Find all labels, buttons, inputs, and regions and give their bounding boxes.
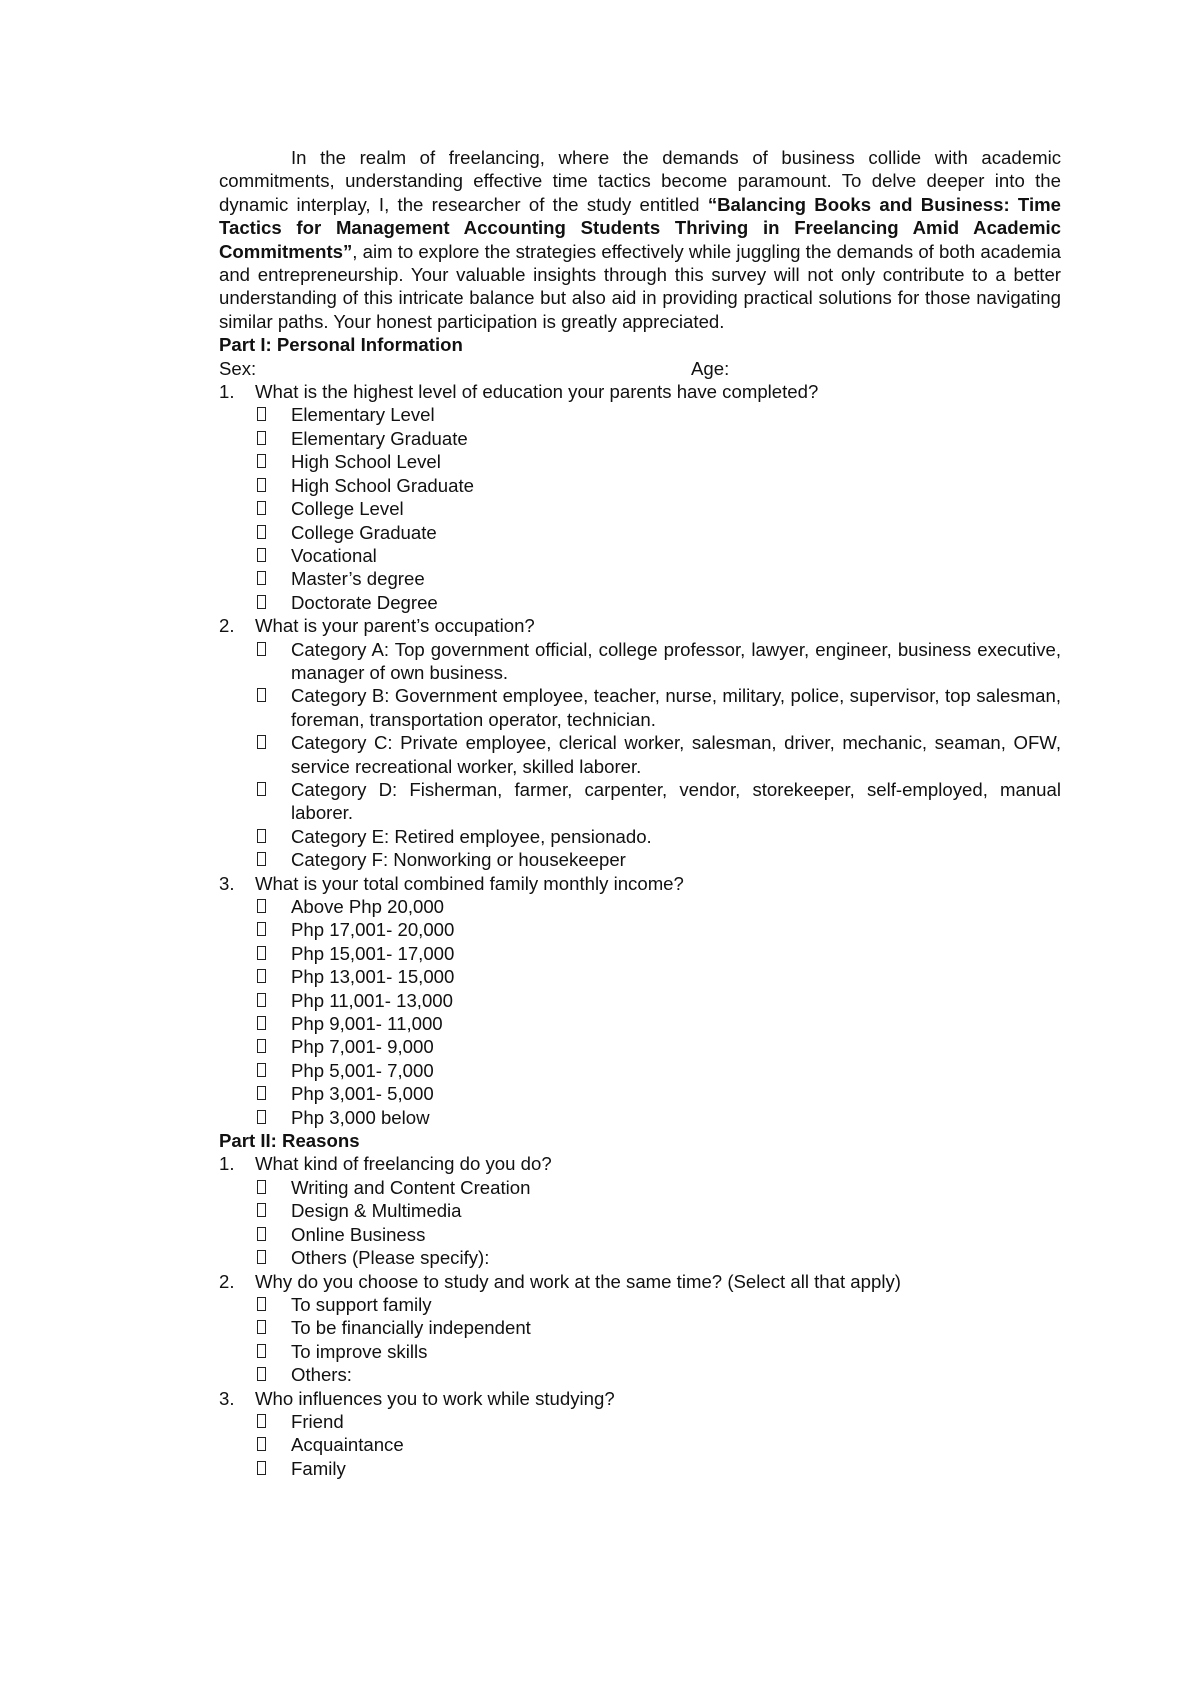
option-item[interactable] xyxy=(255,497,1061,520)
checkbox-icon[interactable] xyxy=(255,1106,291,1129)
question-text: Who influences you to work while studying? xyxy=(255,1387,615,1409)
option-item[interactable] xyxy=(255,1433,1061,1456)
checkbox-icon[interactable] xyxy=(255,825,291,848)
question-text: What is your parent’s occupation? xyxy=(255,615,535,637)
checkbox-icon[interactable] xyxy=(255,731,291,778)
question xyxy=(219,1152,1061,1175)
question-text: What kind of freelancing do you do? xyxy=(255,1153,552,1175)
option-item[interactable] xyxy=(255,895,1061,918)
option-item[interactable] xyxy=(255,684,1061,731)
option-label: Acquaintance xyxy=(291,1434,404,1456)
checkbox-icon[interactable] xyxy=(255,544,291,567)
option-item[interactable] xyxy=(255,1176,1061,1199)
question-text: Why do you choose to study and work at the same time? (Select all that apply) xyxy=(255,1270,901,1292)
checkbox-icon[interactable] xyxy=(255,1457,291,1480)
option-item[interactable] xyxy=(255,1457,1061,1480)
question-number: 2. xyxy=(219,615,235,637)
question xyxy=(219,872,1061,895)
intro-paragraph xyxy=(219,146,1061,333)
option-label: Elementary Level xyxy=(291,404,435,426)
checkbox-icon[interactable] xyxy=(255,591,291,614)
option-label: Category E: Retired employee, pensionado. xyxy=(291,825,652,847)
option-label: To support family xyxy=(291,1293,432,1315)
checkbox-icon[interactable] xyxy=(255,1012,291,1035)
checkbox-icon[interactable] xyxy=(255,1433,291,1456)
checkbox-icon[interactable] xyxy=(255,1246,291,1269)
sex-age-row xyxy=(219,357,1061,380)
option-label: To be financially independent xyxy=(291,1317,531,1339)
option-label: Friend xyxy=(291,1410,344,1432)
intro-text-start: In the realm of freelancing, where the demands of business collide with academic commitments, understanding effective time tactics become paramount. To delve deeper into the dynamic interplay, I, the researcher of the study entitled xyxy=(219,147,1061,215)
checkbox-icon[interactable] xyxy=(255,1035,291,1058)
option-label: Above Php 20,000 xyxy=(291,896,445,917)
checkbox-icon[interactable] xyxy=(255,403,291,426)
option-list xyxy=(219,638,1061,872)
option-item[interactable] xyxy=(255,1106,1061,1129)
option-item[interactable] xyxy=(255,1035,1061,1058)
option-label: Php 3,001- 5,000 xyxy=(291,1083,434,1105)
question-number: 3. xyxy=(219,872,235,894)
option-item[interactable] xyxy=(255,778,1061,825)
option-item[interactable] xyxy=(255,1293,1061,1316)
option-label: Doctorate Degree xyxy=(291,591,438,613)
checkbox-icon[interactable] xyxy=(255,918,291,941)
option-item[interactable] xyxy=(255,403,1061,426)
option-item[interactable] xyxy=(255,989,1061,1012)
option-label: To improve skills xyxy=(291,1340,428,1362)
option-list xyxy=(219,895,1061,1129)
checkbox-icon[interactable] xyxy=(255,848,291,871)
option-label: Php 13,001- 15,000 xyxy=(291,966,455,988)
option-item[interactable] xyxy=(255,965,1061,988)
checkbox-icon[interactable] xyxy=(255,965,291,988)
option-label: Category F: Nonworking or housekeeper xyxy=(291,849,626,871)
checkbox-icon[interactable] xyxy=(255,1176,291,1199)
option-item[interactable] xyxy=(255,1082,1061,1105)
option-item[interactable] xyxy=(255,1223,1061,1246)
option-item[interactable] xyxy=(255,591,1061,614)
checkbox-icon[interactable] xyxy=(255,521,291,544)
question-text: What is the highest level of education your parents have completed? xyxy=(255,381,819,403)
question-number: 3. xyxy=(219,1387,235,1409)
option-label: Design & Multimedia xyxy=(291,1200,462,1222)
option-item[interactable] xyxy=(255,544,1061,567)
option-item[interactable] xyxy=(255,1059,1061,1082)
option-item[interactable] xyxy=(255,1363,1061,1386)
checkbox-icon[interactable] xyxy=(255,1340,291,1363)
option-item[interactable] xyxy=(255,1246,1061,1269)
checkbox-icon[interactable] xyxy=(255,1199,291,1222)
option-item[interactable] xyxy=(255,427,1061,450)
part1-heading: Part I: Personal Information xyxy=(219,334,463,356)
question xyxy=(219,614,1061,637)
checkbox-icon[interactable] xyxy=(255,497,291,520)
option-label: Vocational xyxy=(291,544,377,566)
option-item[interactable] xyxy=(255,825,1061,848)
option-label: Php 11,001- 13,000 xyxy=(291,989,453,1011)
option-item[interactable] xyxy=(255,942,1061,965)
survey-page xyxy=(219,146,1061,1480)
option-label: Category C: Private employee, clerical worker, salesman, driver, mechanic, seaman, OFW, service recreational worker, skilled laborer. xyxy=(291,732,1061,777)
checkbox-icon[interactable] xyxy=(255,1363,291,1386)
option-label: Online Business xyxy=(291,1223,426,1245)
option-item[interactable] xyxy=(255,521,1061,544)
option-item[interactable] xyxy=(255,918,1061,941)
age-label: Age: xyxy=(691,357,730,379)
option-label: Php 3,000 below xyxy=(291,1106,430,1128)
checkbox-icon[interactable] xyxy=(255,638,291,685)
option-item[interactable] xyxy=(255,1199,1061,1222)
part2-heading: Part II: Reasons xyxy=(219,1130,360,1152)
option-item[interactable] xyxy=(255,567,1061,590)
option-item[interactable] xyxy=(255,450,1061,473)
option-label: Php 5,001- 7,000 xyxy=(291,1059,434,1081)
option-list xyxy=(219,1293,1061,1387)
checkbox-icon[interactable] xyxy=(255,450,291,473)
checkbox-icon[interactable] xyxy=(255,1316,291,1339)
option-label: Category B: Government employee, teacher, nurse, military, police, supervisor, top salesman, foreman, transportation operator, technician. xyxy=(291,685,1061,730)
option-label: College Level xyxy=(291,498,404,520)
checkbox-icon[interactable] xyxy=(255,474,291,497)
option-item[interactable] xyxy=(255,474,1061,497)
checkbox-icon[interactable] xyxy=(255,989,291,1012)
option-label: Php 7,001- 9,000 xyxy=(291,1036,434,1058)
checkbox-icon[interactable] xyxy=(255,1410,291,1433)
checkbox-icon[interactable] xyxy=(255,1082,291,1105)
sex-label: Sex: xyxy=(219,357,257,379)
option-label: Family xyxy=(291,1457,346,1479)
option-label: Elementary Graduate xyxy=(291,427,468,449)
option-label: Others (Please specify): xyxy=(291,1247,490,1269)
intro-text-end: , aim to explore the strategies effectively while juggling the demands of both academia and entrepreneurship. Your valuable insights through this survey will not only contribute to a better understanding of this intricate balance but also aid in providing practical solutions for those navigating similar paths. Your honest participation is greatly appreciated. xyxy=(219,240,1061,332)
checkbox-icon[interactable] xyxy=(255,567,291,590)
checkbox-icon[interactable] xyxy=(255,1059,291,1082)
option-item[interactable] xyxy=(255,1012,1061,1035)
option-label: Others: xyxy=(291,1364,352,1386)
checkbox-icon[interactable] xyxy=(255,778,291,825)
question xyxy=(219,1387,1061,1410)
option-label: College Graduate xyxy=(291,521,437,543)
question xyxy=(219,1270,1061,1293)
option-label: High School Graduate xyxy=(291,474,474,496)
option-item[interactable] xyxy=(255,1410,1061,1433)
option-item[interactable] xyxy=(255,1316,1061,1339)
option-item[interactable] xyxy=(255,731,1061,778)
option-list xyxy=(219,1410,1061,1480)
checkbox-icon[interactable] xyxy=(255,895,291,918)
option-label: Php 17,001- 20,000 xyxy=(291,919,455,941)
question-number: 1. xyxy=(219,1153,235,1175)
part1-questions xyxy=(219,380,1061,1129)
checkbox-icon[interactable] xyxy=(255,1223,291,1246)
option-item[interactable] xyxy=(255,1340,1061,1363)
question-text: What is your total combined family monthly income? xyxy=(255,872,684,894)
checkbox-icon[interactable] xyxy=(255,427,291,450)
option-label: Master’s degree xyxy=(291,568,425,590)
question-number: 2. xyxy=(219,1270,235,1292)
option-label: Php 15,001- 17,000 xyxy=(291,942,455,964)
option-label: High School Level xyxy=(291,451,441,473)
option-item[interactable] xyxy=(255,848,1061,871)
study-title: “Balancing Books and Business: Time Tactics for Management Accounting Students Thriving in Freelancing Amid Academic Commitments” xyxy=(219,193,1061,262)
part2-questions xyxy=(219,1152,1061,1480)
checkbox-icon[interactable] xyxy=(255,1293,291,1316)
checkbox-icon[interactable] xyxy=(255,684,291,731)
question xyxy=(219,380,1061,403)
option-label: Category A: Top government official, college professor, lawyer, engineer, business executive, manager of own business. xyxy=(291,638,1061,683)
option-list xyxy=(219,403,1061,614)
checkbox-icon[interactable] xyxy=(255,942,291,965)
option-label: Category D: Fisherman, farmer, carpenter, vendor, storekeeper, self-employed, manual laborer. xyxy=(291,778,1061,824)
question-number: 1. xyxy=(219,381,235,403)
option-item[interactable] xyxy=(255,638,1061,685)
option-label: Writing and Content Creation xyxy=(291,1176,531,1198)
option-label: Php 9,001- 11,000 xyxy=(291,1013,443,1035)
option-list xyxy=(219,1176,1061,1270)
